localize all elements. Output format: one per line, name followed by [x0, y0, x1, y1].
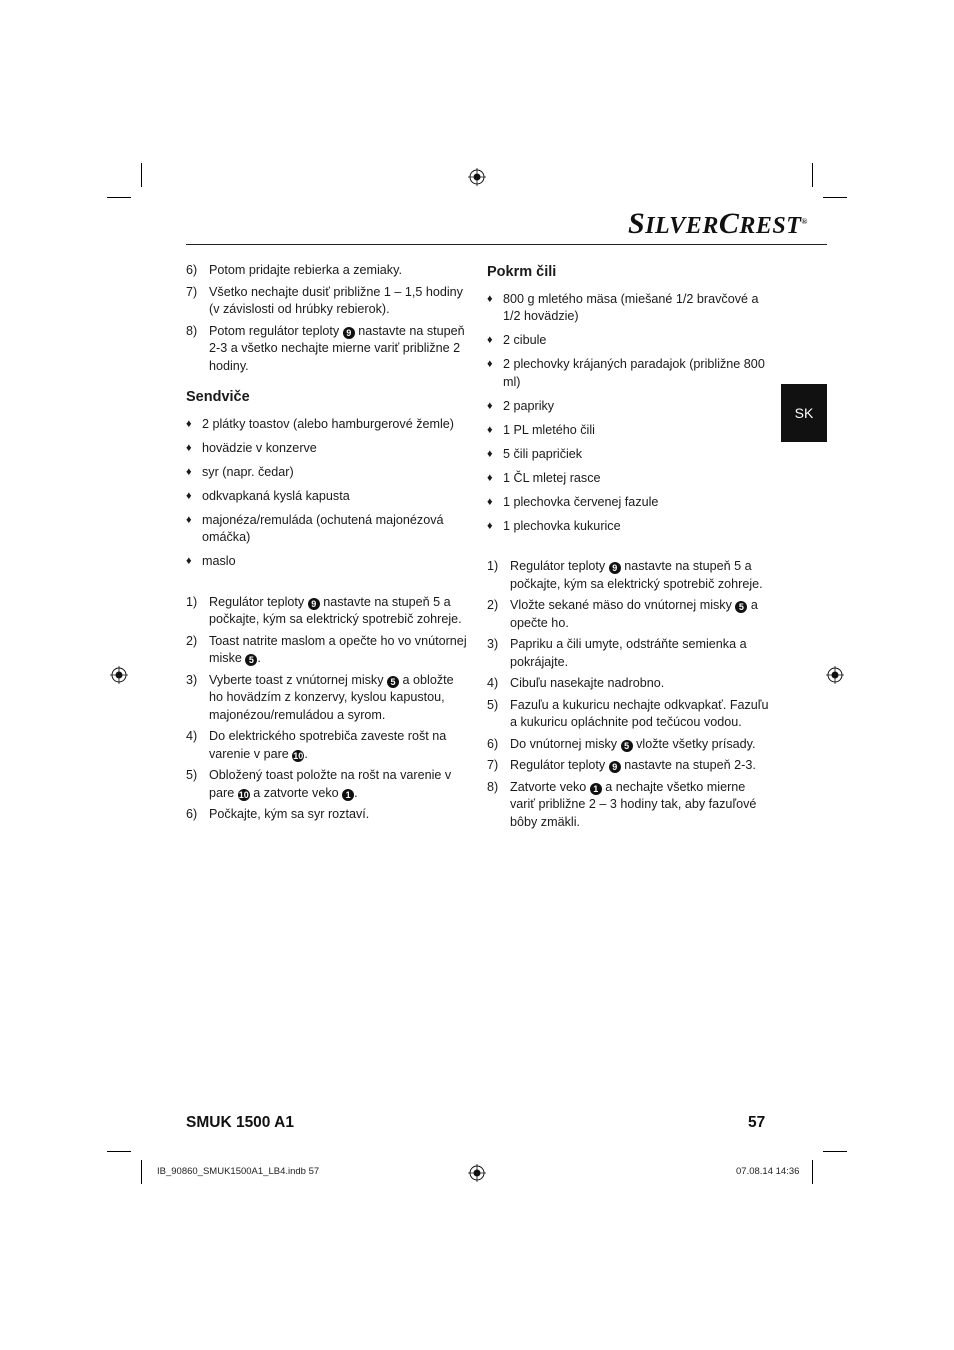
diamond-bullet-icon: ♦	[186, 441, 192, 454]
intro-steps	[186, 262, 471, 375]
model-name: SMUK 1500 A1	[186, 1114, 294, 1131]
diamond-bullet-icon: ♦	[487, 399, 493, 412]
step-text: Toast natrite maslom a opečte ho vo vnútornej miske	[209, 633, 467, 666]
step-text: nastavte na stupeň 5 a počkajte, kým sa elektrický spotrebič zohreje.	[510, 559, 763, 591]
crop-mark	[823, 1151, 847, 1152]
step-number: 5)	[186, 768, 198, 783]
date-slug: 07.08.14 14:36	[736, 1166, 800, 1177]
step-number: 6)	[186, 807, 198, 822]
ingredient-text: maslo	[202, 554, 236, 569]
step-text: Potom regulátor teploty	[209, 323, 343, 338]
step-item	[186, 672, 471, 725]
part-number-badge: 5	[245, 654, 257, 666]
step-number: 5)	[487, 697, 499, 712]
ingredient-item	[487, 470, 772, 488]
ingredient-text: syr (napr. čedar)	[202, 464, 294, 479]
ingredient-text: 2 cibule	[503, 333, 547, 348]
step-list	[186, 594, 471, 824]
ingredient-text: 1 ČL mletej rasce	[503, 471, 601, 486]
step-number: 7)	[487, 758, 499, 773]
ingredient-item	[487, 332, 772, 350]
left-column	[186, 262, 471, 828]
step-number: 7)	[186, 284, 198, 299]
ingredient-item	[487, 291, 772, 326]
step-text: Všetko nechajte dusiť približne 1 – 1,5 hodiny (v závislosti od hrúbky rebierok).	[209, 284, 463, 316]
step-item	[186, 594, 471, 629]
step-number: 3)	[487, 637, 499, 652]
step-item	[186, 262, 471, 280]
header-rule	[186, 244, 827, 245]
crop-mark	[812, 1160, 813, 1184]
registration-mark-icon	[468, 168, 486, 186]
step-item	[487, 636, 772, 671]
step-item	[186, 767, 471, 802]
ingredient-item	[186, 440, 471, 458]
step-text: Regulátor teploty	[510, 758, 609, 773]
step-text: nastavte na stupeň 2-3.	[620, 758, 756, 773]
ingredient-item	[487, 356, 772, 391]
crop-mark	[823, 197, 847, 198]
ingredient-item	[186, 512, 471, 547]
step-text: a opečte ho.	[510, 598, 758, 630]
step-item	[186, 633, 471, 668]
ingredient-item	[186, 488, 471, 506]
ingredient-text: odkvapkaná kyslá kapusta	[202, 488, 350, 503]
step-text: a nechajte všetko mierne variť približne 2 – 3 hodiny tak, aby fazuľové bôby zmäkli.	[510, 779, 757, 829]
ingredient-text: 1 plechovka červenej fazule	[503, 495, 659, 510]
diamond-bullet-icon: ♦	[487, 292, 493, 305]
part-number-badge: 9	[609, 562, 621, 574]
step-number: 1)	[186, 594, 198, 609]
ingredient-text: 5 čili papričiek	[503, 446, 583, 461]
diamond-bullet-icon: ♦	[487, 423, 493, 436]
ingredient-item	[186, 416, 471, 434]
step-text: Cibuľu nasekajte nadrobno.	[510, 676, 665, 691]
diamond-bullet-icon: ♦	[186, 465, 192, 478]
diamond-bullet-icon: ♦	[487, 520, 493, 533]
step-item	[487, 757, 772, 775]
part-number-badge: 9	[343, 327, 355, 339]
step-item	[186, 806, 471, 824]
part-number-badge: 5	[387, 676, 399, 688]
language-tab: SK	[781, 384, 827, 442]
part-number-badge: 10	[238, 789, 249, 800]
ingredient-text: hovädzie v konzerve	[202, 440, 317, 455]
step-number: 6)	[487, 736, 499, 751]
diamond-bullet-icon: ♦	[487, 472, 493, 485]
step-item	[186, 284, 471, 319]
diamond-bullet-icon: ♦	[487, 496, 493, 509]
step-item	[487, 675, 772, 693]
registration-mark-icon	[468, 1164, 486, 1182]
diamond-bullet-icon: ♦	[186, 513, 192, 526]
registration-mark-icon	[826, 666, 844, 684]
step-text: Do elektrického spotrebiča zaveste rošt na varenie v pare	[209, 729, 447, 761]
ingredient-text: 2 plátky toastov (alebo hamburgerové žemle)	[202, 416, 455, 431]
section-heading-sandwiches: Sendviče	[186, 389, 250, 405]
step-number: 8)	[487, 779, 499, 794]
diamond-bullet-icon: ♦	[186, 417, 192, 430]
step-list	[487, 558, 772, 831]
step-text: a zatvorte veko	[249, 785, 343, 800]
step-item	[186, 323, 471, 376]
step-item	[186, 728, 471, 763]
file-slug: IB_90860_SMUK1500A1_LB4.indb 57	[157, 1166, 320, 1177]
step-text: Obložený toast položte na rošt na varenie v pare	[209, 768, 452, 800]
part-number-badge: 9	[609, 761, 621, 773]
section-heading-chili: Pokrm čili	[487, 264, 557, 280]
ingredient-item	[186, 553, 471, 571]
crop-mark	[107, 1151, 131, 1152]
step-text: Papriku a čili umyte, odstráňte semienka a pokrájajte.	[510, 637, 747, 669]
crop-mark	[141, 1160, 142, 1184]
step-number: 4)	[186, 729, 198, 744]
step-number: 3)	[186, 672, 198, 687]
step-text: Fazuľu a kukuricu nechajte odkvapkať. Fazuľu a kukuricu opláchnite pod tečúcou vodou.	[510, 697, 769, 730]
ingredient-item	[487, 494, 772, 512]
diamond-bullet-icon: ♦	[186, 489, 192, 502]
ingredient-item	[487, 422, 772, 440]
step-number: 1)	[487, 559, 499, 574]
part-number-badge: 5	[621, 740, 633, 752]
right-column	[487, 262, 772, 835]
step-text: a obložte ho hovädzím z konzervy, kyslou kapustou, majonézou/remuládou a syrom.	[209, 672, 454, 722]
step-number: 4)	[487, 676, 499, 691]
ingredient-item	[487, 398, 772, 416]
page-number: 57	[748, 1114, 766, 1131]
step-item	[487, 697, 772, 732]
step-text: Zatvorte veko	[510, 779, 590, 794]
crop-mark	[812, 163, 813, 187]
registration-mark-icon	[110, 666, 128, 684]
ingredient-item	[186, 464, 471, 482]
ingredient-text: 1 plechovka kukurice	[503, 519, 621, 534]
part-number-badge: 10	[293, 750, 304, 761]
diamond-bullet-icon: ♦	[487, 358, 493, 371]
step-number: 6)	[186, 263, 198, 277]
part-number-badge: 1	[342, 789, 354, 801]
ingredient-text: 800 g mletého mäsa (miešané 1/2 bravčové a 1/2 hovädzie)	[503, 291, 759, 323]
step-number: 2)	[186, 633, 198, 648]
ingredient-list	[186, 416, 471, 571]
step-text: .	[354, 785, 358, 800]
step-text: Do vnútornej misky	[510, 736, 621, 751]
step-text: nastavte na stupeň 2-3 a všetko nechajte mierne variť približne 2 hodiny.	[209, 323, 465, 373]
step-text: Regulátor teploty	[510, 559, 609, 574]
step-text: Potom pridajte rebierka a zemiaky.	[209, 263, 402, 277]
crop-mark	[107, 197, 131, 198]
step-text: vložte všetky prísady.	[632, 736, 756, 751]
part-number-badge: 9	[308, 598, 320, 610]
ingredient-text: 2 plechovky krájaných paradajok (približne 800 ml)	[503, 357, 765, 389]
part-number-badge: 5	[735, 601, 747, 613]
step-number: 8)	[186, 323, 198, 338]
ingredient-text: 1 PL mletého čili	[503, 422, 595, 437]
step-item	[487, 558, 772, 593]
diamond-bullet-icon: ♦	[487, 334, 493, 347]
part-number-badge: 1	[590, 783, 602, 795]
ingredient-list	[487, 291, 772, 536]
ingredient-item	[487, 446, 772, 464]
step-item	[487, 736, 772, 754]
ingredient-text: 2 papriky	[503, 398, 555, 413]
step-item	[487, 597, 772, 632]
step-text: Vložte sekané mäso do vnútornej misky	[510, 598, 736, 613]
step-text: Regulátor teploty	[209, 594, 308, 609]
step-text: nastavte na stupeň 5 a počkajte, kým sa elektrický spotrebič zohreje.	[209, 594, 462, 627]
step-number: 2)	[487, 598, 499, 613]
diamond-bullet-icon: ♦	[186, 555, 192, 568]
step-item	[487, 779, 772, 832]
step-text: Vyberte toast z vnútornej misky	[209, 672, 388, 687]
step-text: .	[257, 651, 261, 666]
ingredient-text: majonéza/remuláda (ochutená majonézová omáčka)	[202, 512, 444, 545]
crop-mark	[141, 163, 142, 187]
step-text: .	[304, 746, 308, 761]
step-text: Počkajte, kým sa syr roztaví.	[209, 807, 370, 822]
ingredient-item	[487, 518, 772, 536]
silvercrest-logo: SILVERCREST®	[628, 207, 808, 240]
diamond-bullet-icon: ♦	[487, 447, 493, 460]
